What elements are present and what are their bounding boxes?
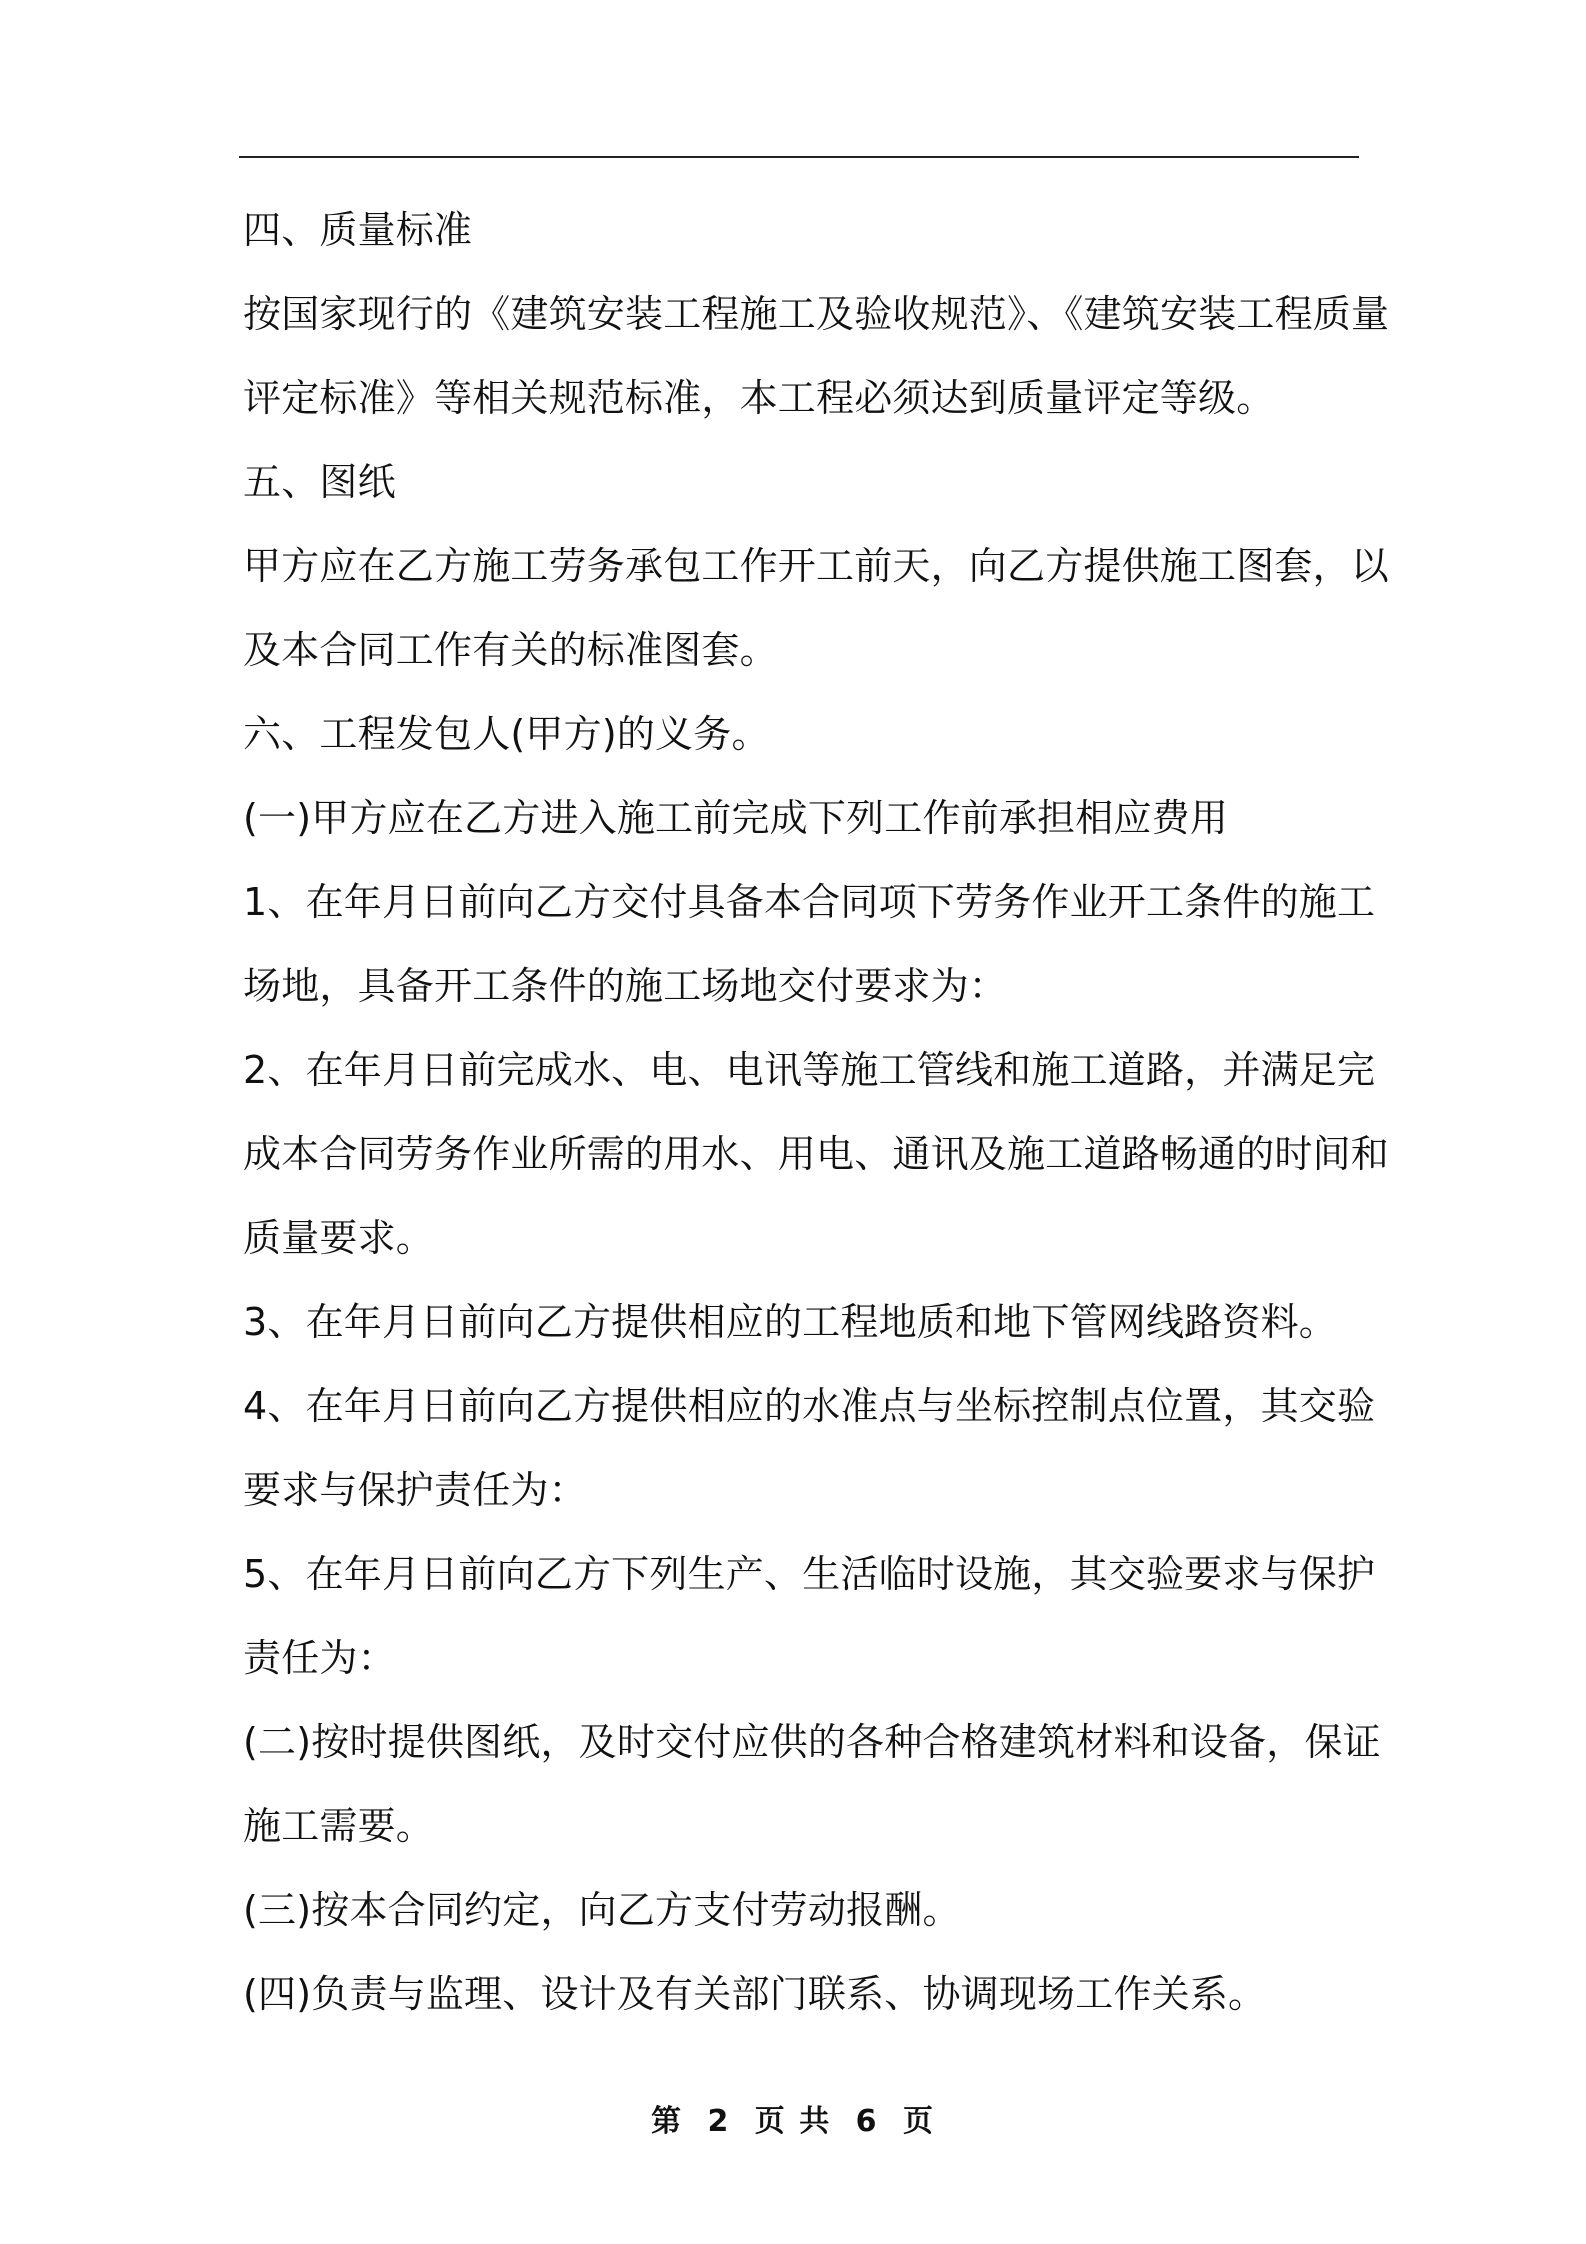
section-heading-quality: 四、质量标准 (243, 208, 473, 252)
page-number-footer (0, 2096, 1586, 2140)
text-line: 1、在年月日前向乙方交付具备本合同项下劳务作业开工条件的施工 (243, 880, 1376, 924)
text-line: 2、在年月日前完成水、电、电讯等施工管线和施工道路，并满足完 (243, 1048, 1376, 1092)
document-body (243, 199, 1390, 2047)
text-line: 要求与保护责任为： (243, 1468, 587, 1512)
section-heading-drawings: 五、图纸 (243, 460, 396, 504)
footer-prefix: 第 (650, 2104, 683, 2139)
footer-suffix: 页 (903, 2104, 935, 2139)
section-heading-obligations: 六、工程发包人(甲方)的义务。 (243, 712, 770, 756)
text-line: 及本合同工作有关的标准图套。 (243, 628, 778, 672)
text-line: (一)甲方应在乙方进入施工前完成下列工作前承担相应费用 (243, 796, 1229, 840)
footer-middle: 页 共 (754, 2104, 832, 2139)
text-line: 5、在年月日前向乙方下列生产、生活临时设施，其交验要求与保护 (243, 1552, 1376, 1596)
text-line: 4、在年月日前向乙方提供相应的水准点与坐标控制点位置，其交验 (243, 1384, 1376, 1428)
current-page-number: 2 (707, 2104, 731, 2139)
text-line: 质量要求。 (243, 1216, 435, 1260)
text-line: 甲方应在乙方施工劳务承包工作开工前天，向乙方提供施工图套，以 (243, 544, 1390, 588)
total-page-number: 6 (855, 2104, 879, 2139)
text-line: 评定标准》等相关规范标准，本工程必须达到质量评定等级。 (243, 376, 1275, 420)
text-line: 按国家现行的《建筑安装工程施工及验收规范》、《建筑安装工程质量 (243, 292, 1390, 336)
text-line: (三)按本合同约定，向乙方支付劳动报酬。 (243, 1888, 961, 1932)
text-line: 成本合同劳务作业所需的用水、用电、通讯及施工道路畅通的时间和 (243, 1132, 1390, 1176)
text-line: 施工需要。 (243, 1804, 435, 1848)
text-line: (四)负责与监理、设计及有关部门联系、协调现场工作关系。 (243, 1972, 1267, 2016)
text-line: 场地，具备开工条件的施工场地交付要求为： (243, 964, 1008, 1008)
text-line: 3、在年月日前向乙方提供相应的工程地质和地下管网线路资料。 (243, 1300, 1337, 1344)
text-line: 责任为： (243, 1636, 396, 1680)
header-divider (239, 156, 1359, 158)
text-line: (二)按时提供图纸，及时交付应供的各种合格建筑材料和设备，保证 (243, 1720, 1381, 1764)
